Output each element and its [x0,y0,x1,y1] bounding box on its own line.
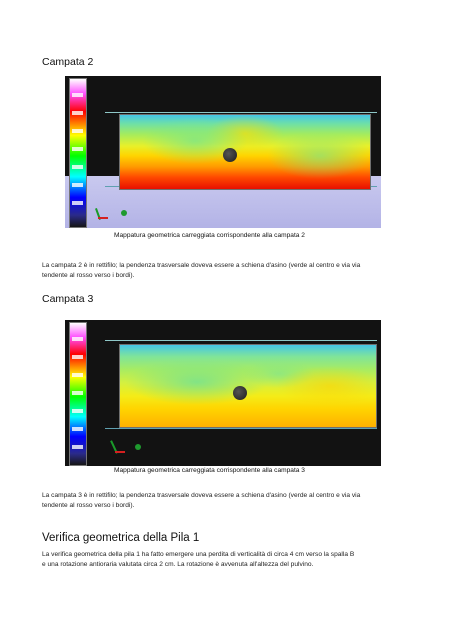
paragraph-campata-3: La campata 3 è in rettifilo; la pendenza trasversale doveva essere a schiena d'asino (verde al centro e via via tendente al rosso verso i bordi). [42,492,361,509]
deck-heatmap-campata-2 [119,114,371,190]
pier-hole [233,386,247,400]
pier-hole [223,148,237,162]
figure-campata-3 [65,320,381,466]
paragraph-pila-1: La verifica geometrica della pila 1 ha fatto emergere una perdita di verticalità di circa 4 cm verso la spalla B e una rotazione antioraria valutata circa 2 cm. La rotazione è avvenuta all'altezza del pulvino. [42,551,355,568]
section-heading-pila-1: Verifica geometrica della Pila 1 [42,532,200,544]
section-heading-campata-3: Campata 3 [42,293,94,305]
axis-gizmo-icon [135,444,141,450]
color-scale-bar [69,322,87,466]
section-heading-campata-2: Campata 2 [42,56,94,68]
deck-heatmap-campata-3 [119,344,377,428]
figure-campata-2 [65,76,381,228]
figure-caption-campata-2: Mappatura geometrica carreggiata corrispondente alla campata 2 [114,232,305,239]
figure-caption-campata-3: Mappatura geometrica carreggiata corrispondente alla campata 3 [114,467,305,474]
axis-gizmo-icon [121,210,127,216]
paragraph-campata-2: La campata 2 è in rettifilo; la pendenza trasversale doveva essere a schiena d'asino (verde al centro e via via tendente al rosso verso i bordi). [42,262,361,279]
color-scale-bar [69,78,87,228]
